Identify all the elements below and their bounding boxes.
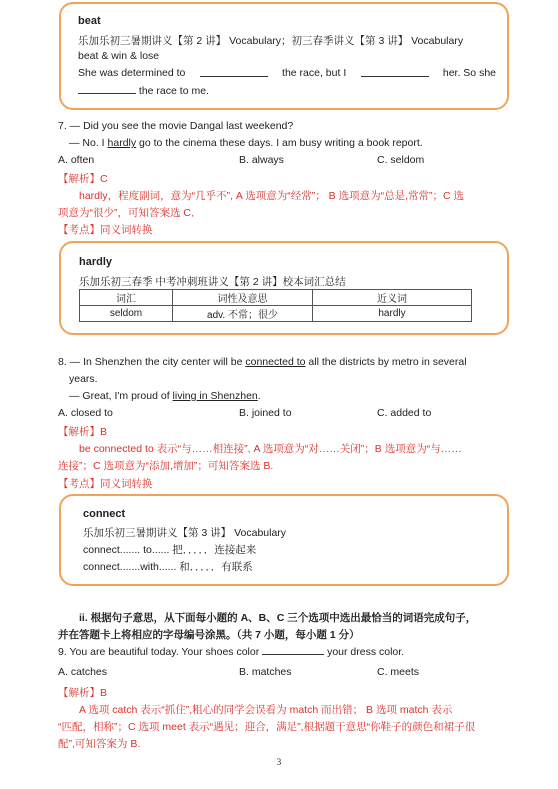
explanation-line: A 选项 catch 表示“抓住”,粗心的同学会误看为 match 而出错； B 选项 match 表示 (79, 704, 453, 716)
option-b: B. always (239, 154, 284, 166)
question-text: 9. You are beautiful today. Your shoes color (58, 646, 260, 658)
vocab-word: connect (83, 508, 126, 520)
fill-sentence-part: She was determined to (78, 67, 186, 79)
question-text: 8. — In Shenzhen the city center will be (58, 356, 246, 368)
explanation-line: 配”,可知答案为 B. (58, 738, 141, 750)
vocab-word: hardly (79, 256, 113, 268)
fill-sentence-line2 (78, 84, 209, 97)
option-c: C. meets (377, 666, 420, 678)
option-c: C. added to (377, 407, 432, 419)
vocab-source: 乐加乐初三春季 中考冲刺班讲义【第 2 讲】校本词汇总结 (79, 276, 346, 288)
explanation-line: 连接”；C 选项意为“添加,增加”；可知答案选 B. (58, 460, 274, 472)
explanation-line: hardly，程度副词，意为“几乎不”, A 选项意为“经常”； B 选项意为“总是,常常”；C 选 (79, 190, 465, 202)
section-title: 并在答题卡上将相应的字母编号涂黑。（共 7 小题，每小题 1 分） (58, 629, 360, 641)
reply-text: go to the cinema these days. I am busy writing a book report. (136, 137, 423, 149)
option-a: A. often (58, 154, 95, 166)
table-cell: seldom (80, 306, 173, 322)
question-8-reply (69, 390, 261, 402)
option-a: A. closed to (58, 407, 113, 419)
option-a: A. catches (58, 666, 108, 678)
answer-label: 【解析】B (58, 687, 108, 699)
answer-label: 【解析】C (58, 173, 108, 185)
table-header: 词汇 (80, 290, 173, 306)
table-header-row (80, 290, 472, 306)
vocab-phrase: connect.......with...... 和．．．．．有联系 (83, 561, 253, 573)
answer-blank (200, 67, 268, 77)
explanation-line: “匹配，相称”；C 选项 meet 表示“遇见；迎合，满足”,根据题干意思“你鞋子的颜色和裙子很 (58, 721, 476, 733)
question-text: your dress color. (327, 646, 405, 658)
key-word: hardly (107, 137, 137, 149)
fill-sentence-line1 (78, 67, 496, 79)
answer-blank (262, 645, 324, 655)
vocab-collocation: beat & win & lose (78, 50, 160, 62)
table-header: 近义词 (313, 290, 472, 306)
key-word: living in Shenzhen (172, 390, 258, 402)
option-b: B. joined to (239, 407, 292, 419)
question-9 (58, 645, 404, 658)
fill-sentence-part: the race, but I (282, 67, 347, 79)
vocab-source: 乐加乐初三暑期讲义【第 3 讲】 Vocabulary (83, 527, 287, 539)
reply-text: . (257, 390, 261, 402)
question-7: 7. — Did you see the movie Dangal last weekend? (58, 120, 294, 132)
vocab-word: beat (78, 15, 101, 27)
reply-text: — Great, I'm proud of (69, 390, 173, 402)
explanation-line: be connected to 表示“与……相连接”, A 选项意为“对……关闭”；B 选项意为“与…… (79, 443, 462, 455)
answer-blank (361, 67, 429, 77)
explanation-line: 项意为“很少”，可知答案选 C． (58, 207, 202, 219)
section-title: ii. 根据句子意思，从下面每小题的 A、B、C 三个选项中选出最恰当的词语完成句子， (79, 612, 477, 624)
vocab-source: 乐加乐初三暑期讲义【第 2 讲】 Vocabulary；初三春季讲义【第 3 讲】 Vocabulary (78, 35, 464, 47)
table-cell: hardly (313, 306, 472, 322)
page-number: 3 (276, 757, 282, 767)
table-cell: adv. 不常；很少 (173, 306, 313, 322)
table-header: 词性及意思 (173, 290, 313, 306)
option-b: B. matches (239, 666, 292, 678)
fill-sentence-part: her. So she (442, 67, 496, 79)
reply-text: — No. I (69, 137, 108, 149)
table-row (80, 306, 472, 322)
knowledge-point: 【考点】同义词转换 (58, 224, 153, 236)
option-c: C. seldom (377, 154, 425, 166)
question-8 (58, 356, 467, 368)
fill-sentence-part: the race to me. (138, 85, 209, 97)
question-7-reply (69, 137, 423, 149)
vocab-phrase: connect....... to...... 把．．．．．连接起来 (83, 544, 257, 556)
answer-blank (78, 84, 136, 94)
question-text: all the districts by metro in several (305, 356, 467, 368)
answer-label: 【解析】B (58, 426, 108, 438)
vocab-table (79, 289, 472, 322)
question-8-cont: years. (69, 373, 98, 385)
key-word: connected to (245, 356, 306, 368)
knowledge-point: 【考点】同义词转换 (58, 478, 153, 490)
